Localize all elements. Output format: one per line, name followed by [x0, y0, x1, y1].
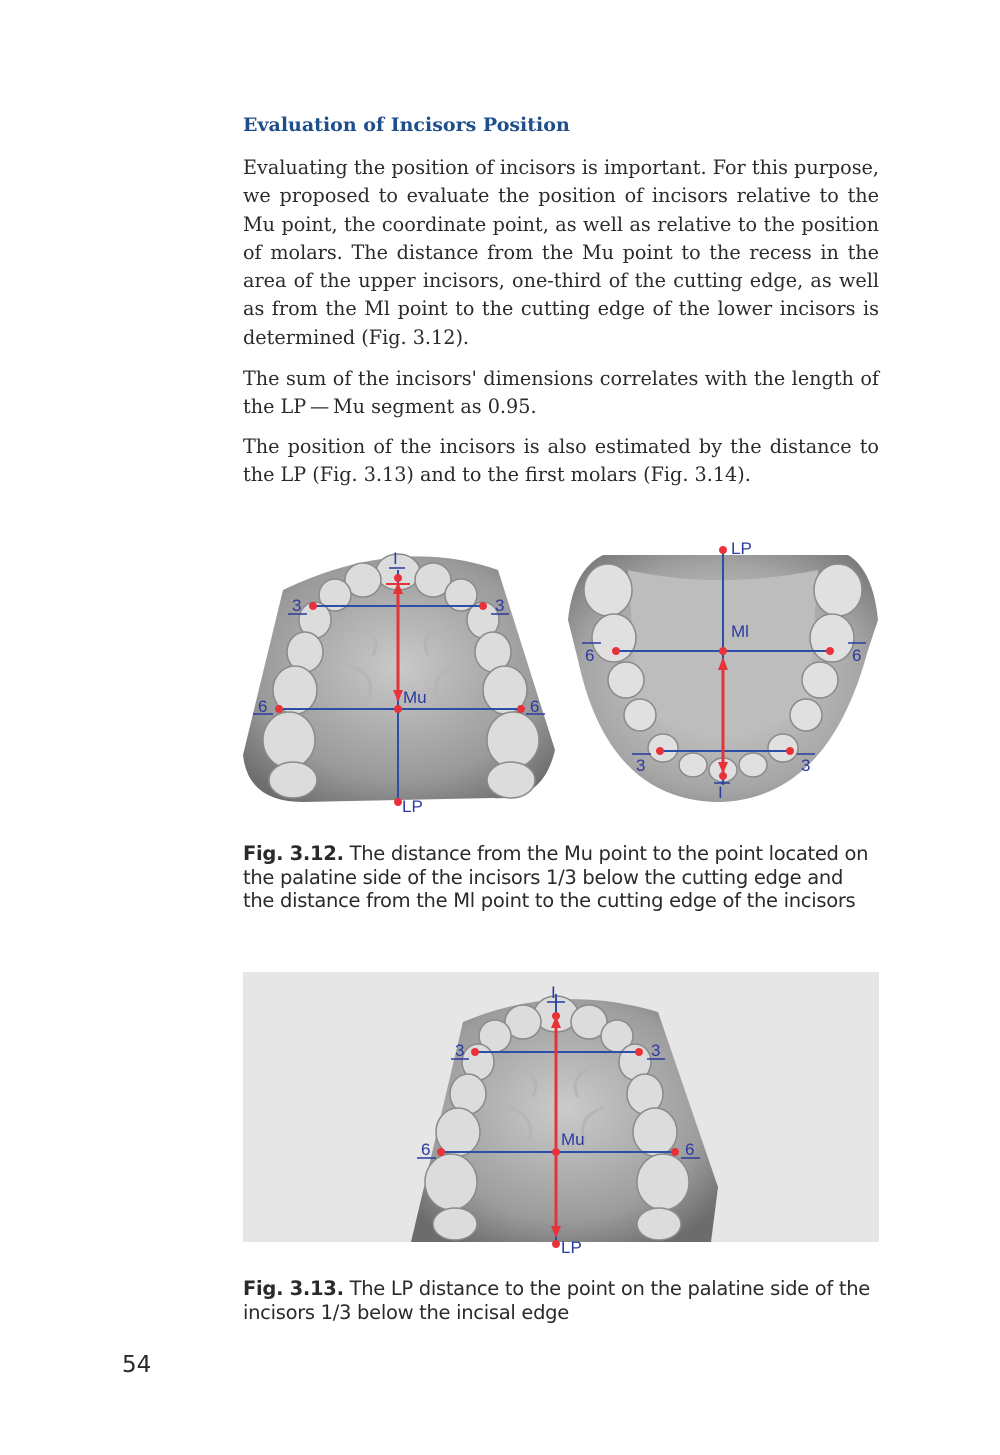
- upper-incisor-label: I: [393, 549, 398, 568]
- lp-label-2: LP: [561, 1238, 582, 1256]
- canine-right-label-2: 3: [651, 1041, 661, 1060]
- molar-right-label-2: 6: [685, 1140, 695, 1159]
- section-heading: Evaluation of Incisors Position: [243, 114, 570, 136]
- lower-molar-right-label: 6: [852, 646, 862, 665]
- upper-canine-left-label: 3: [292, 596, 302, 615]
- upper-arch-figure: [243, 540, 563, 815]
- incisor-label-2: I: [551, 983, 556, 1002]
- upper-molar-left-label: 6: [258, 697, 268, 716]
- mu-label-2: Mu: [561, 1130, 585, 1149]
- figure-3-12-text: The distance from the Mu point to the point located on the palatine side of the incisors 1/3 below the cutting edge and the distance from the Ml point to the cutting edge of the incisors: [243, 842, 869, 912]
- figure-3-12-caption: [243, 842, 879, 913]
- paragraph-3: The position of the incisors is also estimated by the distance to the LP (Fig. 3.13) and to the first molars (Fig. 3.14).: [243, 435, 879, 487]
- upper-molar-right-label: 6: [530, 697, 540, 716]
- upper-arch-lp-figure: [243, 972, 879, 1256]
- figure-3-12-number: Fig. 3.12.: [243, 842, 344, 865]
- upper-mu-label: Mu: [403, 688, 427, 707]
- lower-canine-right-label: 3: [801, 756, 811, 775]
- paragraph-2: The sum of the incisors' dimensions correlates with the length of the LP — Mu segment as 0.95.: [243, 367, 879, 419]
- page-number: 54: [122, 1352, 152, 1378]
- lower-canine-left-label: 3: [636, 756, 646, 775]
- lower-molar-left-label: 6: [585, 646, 595, 665]
- paragraph-1: Evaluating the position of incisors is important. For this purpose, we proposed to evaluate the position of incisors relative to the Mu point, the coordinate point, as well as relative to the position of molars. The distance from the Mu point to the recess in the area of the upper incisors, one-third of the cutting edge, as well as from the Ml point to the cutting edge of the lower incisors is determined (Fig. 3.12).: [243, 156, 879, 349]
- upper-lp-label: LP: [402, 797, 423, 815]
- lower-lp-label: LP: [731, 539, 752, 558]
- figure-3-13-text: The LP distance to the point on the palatine side of the incisors 1/3 below the incisal edge: [243, 1277, 870, 1324]
- upper-canine-right-label: 3: [495, 596, 505, 615]
- canine-left-label-2: 3: [455, 1041, 465, 1060]
- lower-arch-figure: [568, 530, 880, 805]
- molar-left-label-2: 6: [421, 1140, 431, 1159]
- lower-incisor-label: I: [718, 783, 723, 802]
- figure-3-13-caption: [243, 1277, 879, 1324]
- figure-3-13-number: Fig. 3.13.: [243, 1277, 344, 1300]
- lower-ml-label: Ml: [731, 622, 749, 641]
